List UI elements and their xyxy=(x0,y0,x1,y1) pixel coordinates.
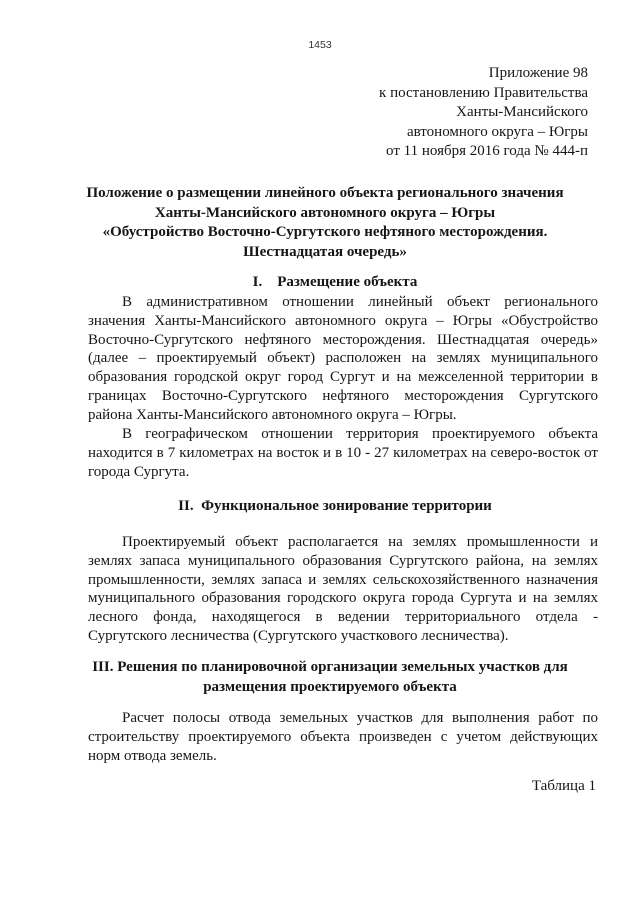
table-label: Таблица 1 xyxy=(531,778,596,794)
section-1-paragraph-1: В административном отношении линейный объект регионального значения Ханты-Мансийского автономного округа – Югры «Обустройство Восточно-Сургутского нефтяного месторождения. Шестнадцатая очередь» (далее – проектируемый объект) расположен на землях муниципального образования городской округ город Сургут и на межселенной территории в границах Восточно-Сургутского нефтяного месторождения Сургутского района Ханты-Мансийского автономного округа – Югры. xyxy=(88,294,598,423)
section-1-paragraph-2: В географическом отношении территория проектируемого объекта находится в 7 километрах на восток и в 10 - 27 километрах на северо-восток от города Сургута. xyxy=(88,426,598,480)
section-2-paragraph-1: Проектируемый объект располагается на землях промышленности и землях запаса муниципального образования Сургутского района, на землях промышленности, землях запаса и землях сельскохозяйственного назначения муниципального образования городского округа города Сургута и на землях лесного фонда, находящегося в ведении территориального отдела - Сургутского лесничества (Сургутского участкового лесничества). xyxy=(88,534,598,644)
appendix-line: автономного округа – Югры xyxy=(406,123,588,140)
section-2-heading: II. Функциональное зонирование территории xyxy=(178,498,492,514)
section-3-heading-line: III. Решения по планировочной организации земельных участков для xyxy=(92,659,568,675)
section-3-heading xyxy=(60,658,600,697)
section-3-paragraph-1: Расчет полосы отвода земельных участков для выполнения работ по строительству проектируемого объекта произведен с учетом действующих норм отвода земель. xyxy=(88,710,598,764)
appendix-block xyxy=(379,64,588,162)
section-3-heading-line: размещения проектируемого объекта xyxy=(203,678,457,695)
appendix-line: от 11 ноября 2016 года № 444-п xyxy=(386,143,588,159)
title-line: Ханты-Мансийского автономного округа – Югры xyxy=(154,204,496,221)
title-line: «Обустройство Восточно-Сургутского нефтяного месторождения. xyxy=(102,224,548,240)
appendix-line: Приложение 98 xyxy=(488,65,588,81)
page-number: 1453 xyxy=(308,39,332,51)
document-title xyxy=(60,184,590,262)
title-line: Шестнадцатая очередь» xyxy=(243,243,407,260)
section-1-heading: I. Размещение объекта xyxy=(252,274,418,290)
title-line: Положение о размещении линейного объекта регионального значения xyxy=(86,185,564,201)
appendix-line: Ханты-Мансийского xyxy=(456,104,588,120)
appendix-line: к постановлению Правительства xyxy=(379,84,588,101)
